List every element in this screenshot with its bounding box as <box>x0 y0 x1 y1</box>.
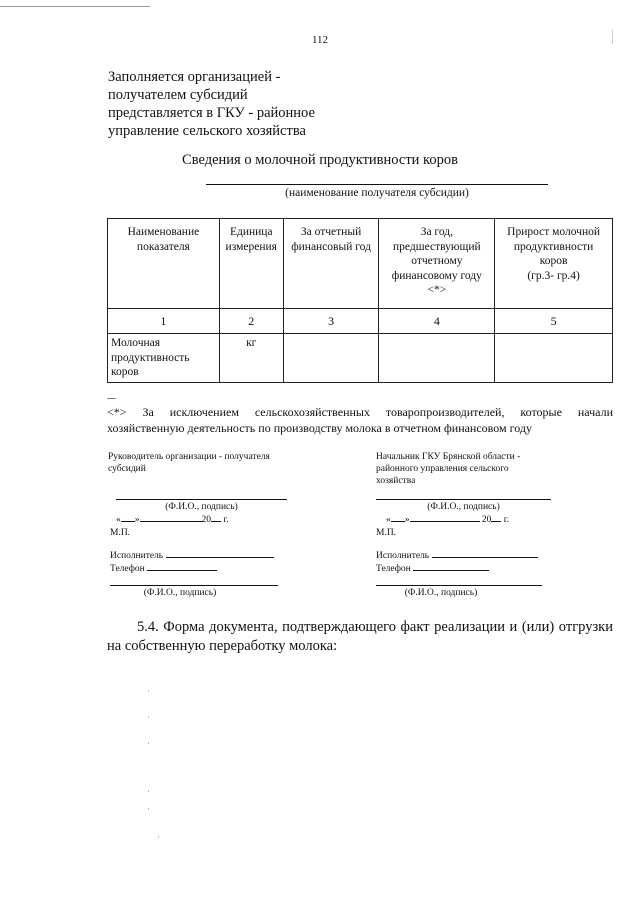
signature-line <box>376 499 551 500</box>
scan-edge-line <box>0 6 150 7</box>
section-heading: 5.4. Форма документа, подтверждающего факт реализации и (или) отгрузки на собственную переработку молока: <box>107 619 613 654</box>
fio-caption: (Ф.И.О., подпись) <box>165 502 238 512</box>
executor-line: Исполнитель <box>110 550 274 562</box>
column-number: 4 <box>379 309 495 334</box>
page-number: 112 <box>311 34 329 46</box>
productivity-table <box>107 218 613 383</box>
executor-line: Исполнитель <box>376 550 538 562</box>
document-title: Сведения о молочной продуктивности коров <box>182 152 458 168</box>
header-line: управление сельского хозяйства <box>108 123 306 139</box>
signature-line <box>376 585 542 586</box>
recipient-caption: (наименование получателя субсидии) <box>285 187 469 199</box>
column-number: 5 <box>495 309 613 334</box>
fio-caption: (Ф.И.О., подпись) <box>427 502 500 512</box>
unit-cell: кг <box>219 334 283 383</box>
scan-dot <box>148 808 149 810</box>
table-header-row <box>108 219 613 309</box>
footnote: <*> За исключением сельскохозяйственных товаропроизводителей, которые начали хозяйственную деятельность по производству молока в отчетном финансовом году <box>107 405 613 435</box>
fio-caption: (Ф.И.О., подпись) <box>404 588 478 598</box>
date-line: « » 20 г. <box>116 515 229 525</box>
growth-cell <box>495 334 613 383</box>
stamp-place: М.П. <box>376 528 397 538</box>
signature-block-right <box>376 451 576 487</box>
phone-line: Телефон <box>110 563 217 575</box>
phone-line: Телефон <box>376 563 489 575</box>
current-year-cell <box>283 334 379 383</box>
signer-title: районного управления сельского <box>376 464 509 474</box>
date-line: « » 20 г. <box>386 515 509 525</box>
indicator-name-cell: Молочная продуктивность коров <box>108 334 220 383</box>
header-cell: За год, предшествующий отчетному финансовому году <*> <box>379 219 495 309</box>
header-cell: Наименование показателя <box>108 219 220 309</box>
column-number: 3 <box>283 309 379 334</box>
recipient-name-line <box>206 184 548 185</box>
header-block <box>108 68 315 140</box>
signer-title: Руководитель организации - получателя <box>108 452 270 462</box>
scan-dot <box>148 690 149 692</box>
signature-line <box>110 585 278 586</box>
signer-title: Начальник ГКУ Брянской области - <box>376 452 521 462</box>
scan-dot <box>148 742 149 744</box>
signature-line <box>116 499 287 500</box>
signer-title: хозяйства <box>376 476 416 486</box>
table-number-row <box>108 309 613 334</box>
signature-block-left <box>108 451 298 475</box>
scan-dot <box>158 836 159 838</box>
column-number: 1 <box>108 309 220 334</box>
header-line: получателем субсидий <box>108 87 248 103</box>
header-cell: Прирост молочной продуктивности коров (гр.3- гр.4) <box>495 219 613 309</box>
table-row <box>108 334 613 383</box>
header-line: Заполняется организацией - <box>108 69 281 85</box>
header-cell: За отчетный финансовый год <box>283 219 379 309</box>
signer-title: субсидий <box>108 464 146 474</box>
header-line: представляется в ГКУ - районное <box>108 105 315 121</box>
stamp-place: М.П. <box>110 528 131 538</box>
column-number: 2 <box>219 309 283 334</box>
header-cell: Единица измерения <box>219 219 283 309</box>
fio-caption: (Ф.И.О., подпись) <box>143 588 217 598</box>
footnote-separator: ------ <box>107 394 115 402</box>
scan-dot <box>148 716 149 718</box>
previous-year-cell <box>379 334 495 383</box>
scan-dot <box>148 790 149 792</box>
